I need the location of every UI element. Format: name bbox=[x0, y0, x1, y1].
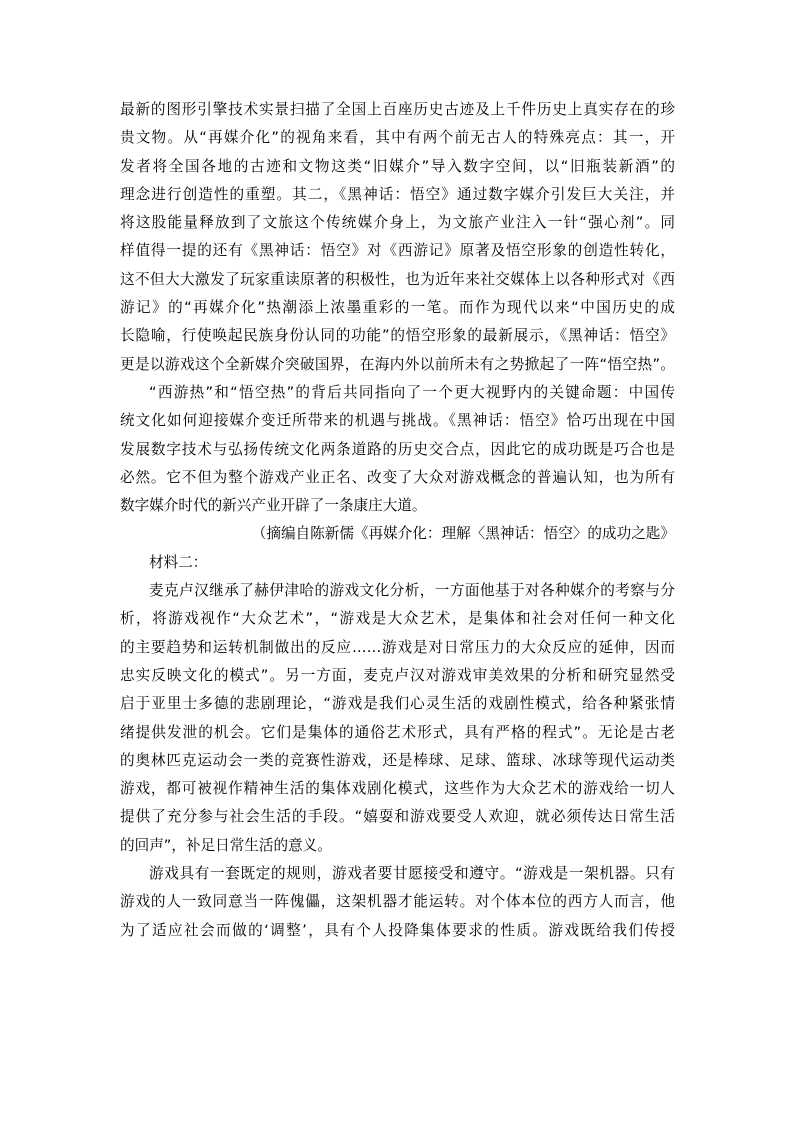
text-line: 更是以游戏这个全新媒介突破国界，在海内外以前所未有之势掀起了一阵“悟空热”。 bbox=[120, 355, 675, 373]
text-line: 最新的图形引擎技术实景扫描了全国上百座历史古迹及上千件历史上真实存在的珍 bbox=[120, 101, 675, 118]
text-line: 发者将全国各地的古迹和文物这类“旧媒介”导入数字空间，以“旧瓶装新酒”的 bbox=[120, 157, 675, 175]
text-line: 游戏具有一套既定的规则，游戏者要甘愿接受和遵守。“游戏是一架机器。只有 bbox=[149, 865, 675, 883]
text-line: 理念进行创造性的重塑。其二，《黑神话：悟空》通过数字媒介引发巨大关注，并 bbox=[120, 185, 675, 203]
text-line: 游戏，都可被视作精神生活的集体戏剧化模式，这些作为大众艺术的游戏给一切人 bbox=[120, 780, 675, 798]
text-line: 的主要趋势和运转机制做出的反应……游戏是对日常压力的大众反应的延伸，因而 bbox=[120, 638, 675, 656]
text-line: 游记》的“再媒介化”热潮添上浓墨重彩的一笔。而作为现代以来“中国历史的成 bbox=[120, 299, 675, 317]
text-line: 的回声”，补足日常生活的意义。 bbox=[120, 836, 332, 854]
text-line: 将这股能量释放到了文旅这个传统媒介身上，为文旅产业注入一针“强心剂”。同 bbox=[120, 214, 675, 232]
text-line: 材料二： bbox=[149, 553, 208, 571]
text-line: 统文化如何迎接媒介变迁所带来的机遇与挑战。《黑神话：悟空》恰巧出现在中国 bbox=[120, 412, 675, 430]
text-line: 数字媒介时代的新兴产业开辟了一条康庄大道。 bbox=[120, 497, 427, 515]
text-line: 必然。它不但为整个游戏产业正名、改变了大众对游戏概念的普遍认知，也为所有 bbox=[120, 468, 675, 486]
text-line: 游戏的人一致同意当一阵傀儡，这架机器才能运转。对个体本位的西方人而言，他 bbox=[120, 893, 675, 911]
text-line: 绪提供发泄的机会。它们是集体的通俗艺术形式，具有严格的程式”。无论是古老 bbox=[120, 723, 675, 741]
text-line: 提供了充分参与社会生活的手段。“嬉耍和游戏要受人欢迎，就必须传达日常生活 bbox=[120, 808, 675, 826]
text-line: 贵文物。从“再媒介化”的视角来看，其中有两个前无古人的特殊亮点：其一，开 bbox=[120, 129, 675, 147]
text-line: 析，将游戏视作“大众艺术”，“游戏是大众艺术，是集体和社会对任何一种文化 bbox=[120, 610, 675, 628]
text-line: “西游热”和“悟空热”的背后共同指向了一个更大视野内的关键命题：中国传 bbox=[149, 383, 675, 401]
text-line: 样值得一提的还有《黑神话：悟空》对《西游记》原著及悟空形象的创造性转化， bbox=[120, 242, 675, 260]
text-line: 这不但大大激发了玩家重读原著的积极性，也为近年来社交媒体上以各种形式对《西 bbox=[120, 270, 675, 288]
text-line: （摘编自陈新儒《再媒介化：理解〈黑神话：悟空〉的成功之匙》 bbox=[251, 525, 675, 543]
document-page bbox=[120, 96, 675, 945]
text-line: 麦克卢汉继承了赫伊津哈的游戏文化分析，一方面他基于对各种媒介的考察与分 bbox=[149, 582, 675, 600]
text-line: 为了适应社会而做的‘调整’，具有个人投降集体要求的性质。游戏既给我们传授 bbox=[120, 921, 675, 939]
text-line: 的奥林匹克运动会一类的竞赛性游戏，还是棒球、足球、篮球、冰球等现代运动类 bbox=[120, 751, 675, 769]
text-line: 长隐喻，行使唤起民族身份认同的功能”的悟空形象的最新展示，《黑神话：悟空》 bbox=[120, 327, 675, 345]
text-line: 忠实反映文化的模式”。另一方面，麦克卢汉对游戏审美效果的分析和研究显然受 bbox=[120, 666, 675, 684]
text-line: 发展数字技术与弘扬传统文化两条道路的历史交合点，因此它的成功既是巧合也是 bbox=[120, 440, 675, 458]
text-line: 启于亚里士多德的悲剧理论，“游戏是我们心灵生活的戏剧性模式，给各种紧张情 bbox=[120, 695, 675, 713]
